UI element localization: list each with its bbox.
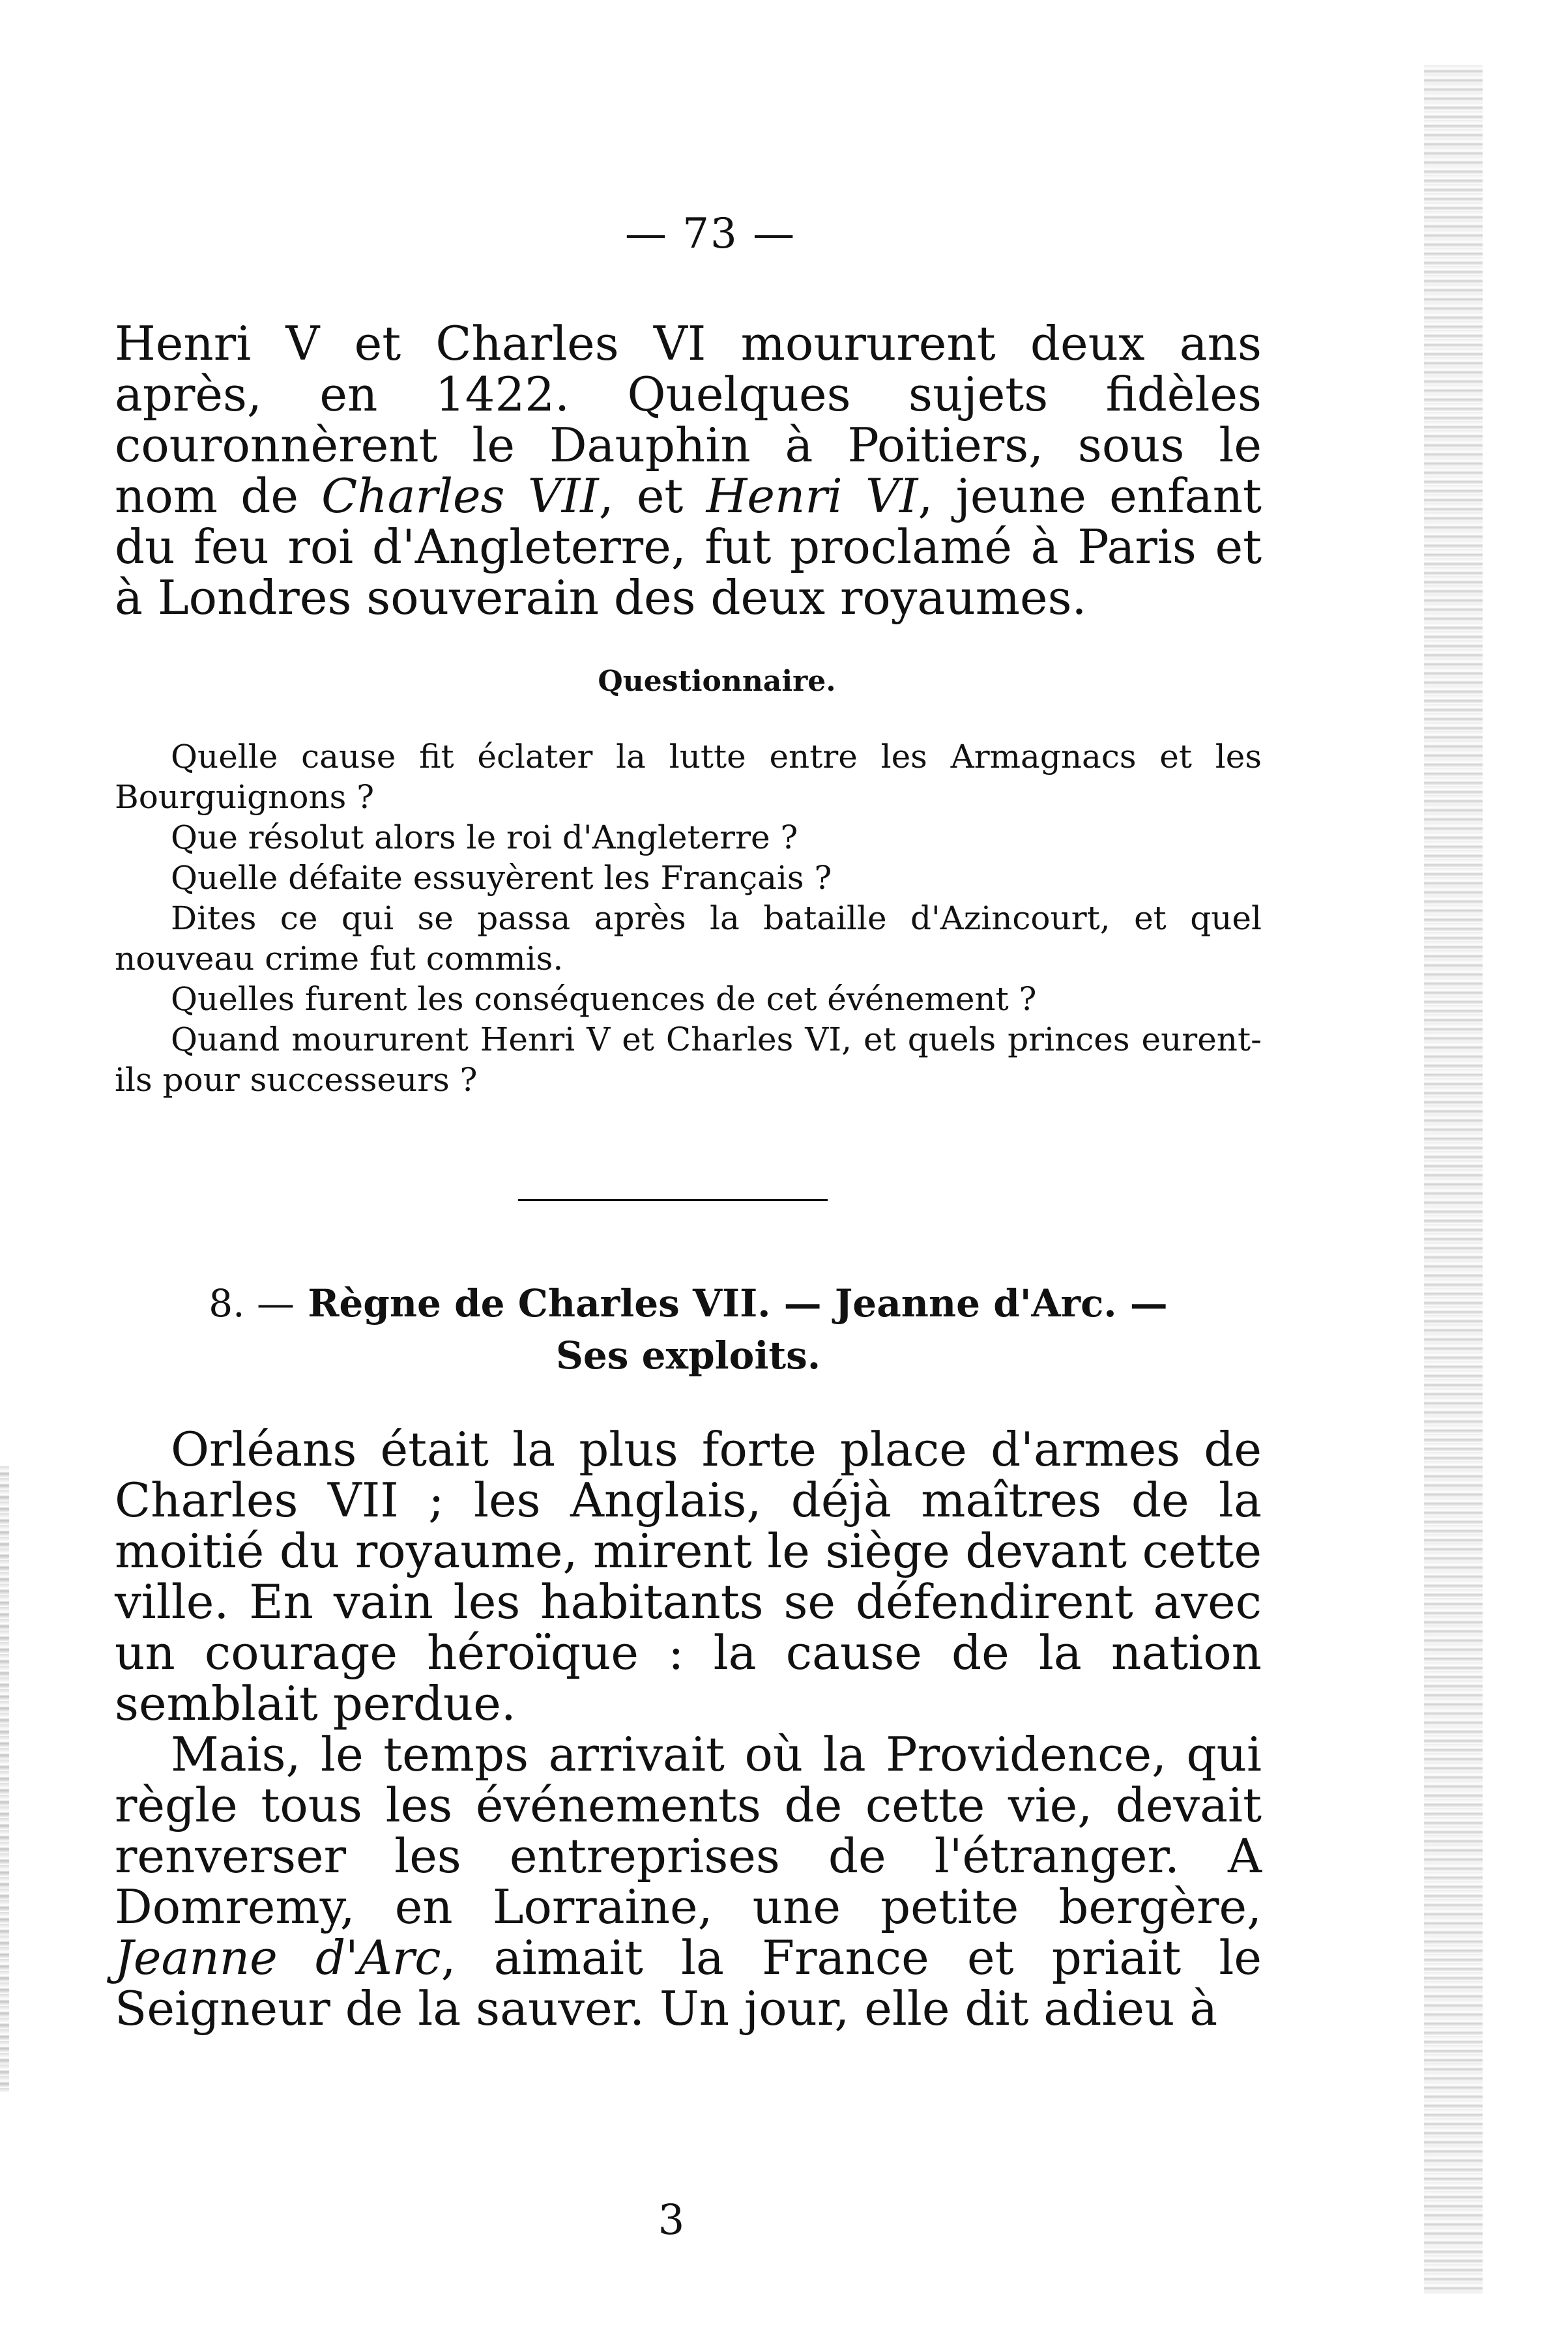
page-edge-shadow-left: [0, 1466, 9, 2092]
section-title-line1: Règne de Charles VII. — Jeanne d'Arc. —: [308, 1281, 1168, 1326]
page-number: — 73 —: [624, 210, 796, 258]
question: Quelle défaite essuyèrent les Français ?: [171, 859, 832, 897]
signature-mark: 3: [658, 2196, 685, 2244]
section-divider: [518, 1199, 828, 1201]
page-edge-shadow: [1424, 65, 1483, 2294]
italic-name: Henri VI: [706, 469, 918, 523]
questionnaire-list: [115, 736, 1262, 1100]
text-run: , aimait la France et priait le Seigneur de la sauver. Un jour, elle dit adieu à: [115, 1930, 1262, 2036]
section-heading: [115, 1277, 1262, 1382]
question: Quand moururent Henri V et Charles VI, et quels princes eurent-ils pour successeurs ?: [115, 1021, 1262, 1099]
text-run: Henri V et Charles VI moururent deux ans après, en 1422. Quelques sujets fidèles couronnèrent le Dauphin à Poitiers, sous le nom de: [115, 316, 1262, 523]
paragraph-henri-charles: [115, 318, 1262, 623]
question: Dites ce qui se passa après la bataille d'Azincourt, et quel nouveau crime fut commis.: [115, 899, 1262, 978]
text-run: Mais, le temps arrivait où la Providence, qui règle tous les événements de cette vie, devait renverser les entreprises de l'étranger. A Domremy, en Lorraine, une petite bergère,: [115, 1727, 1262, 1934]
text-run: , jeune enfant du feu roi d'Angleterre, fut proclamé à Paris et à Londres souverain des deux royaumes.: [115, 469, 1262, 625]
italic-name: Jeanne d'Arc: [115, 1930, 441, 1985]
section-number: 8. —: [209, 1281, 295, 1326]
question: Quelles furent les conséquences de cet événement ?: [171, 980, 1037, 1018]
section-title-line2: Ses exploits.: [555, 1333, 821, 1378]
paragraph-providence: [115, 1729, 1262, 2034]
question: Que résolut alors le roi d'Angleterre ?: [171, 819, 798, 856]
question: Quelle cause fit éclater la lutte entre les Armagnacs et les Bourguignons ?: [115, 738, 1262, 816]
section-body: [115, 1424, 1262, 2034]
paragraph-orleans: Orléans était la plus forte place d'armes de Charles VII ; les Anglais, déjà maîtres de la moitié du royaume, mirent le siège devant cette ville. En vain les habitants se défendirent avec un courage héroïque : la cause de la nation semblait perdue.: [115, 1422, 1262, 1731]
questionnaire-title: Questionnaire.: [598, 665, 836, 698]
text-run: , et: [598, 469, 706, 523]
italic-name: Charles VII: [321, 469, 599, 523]
